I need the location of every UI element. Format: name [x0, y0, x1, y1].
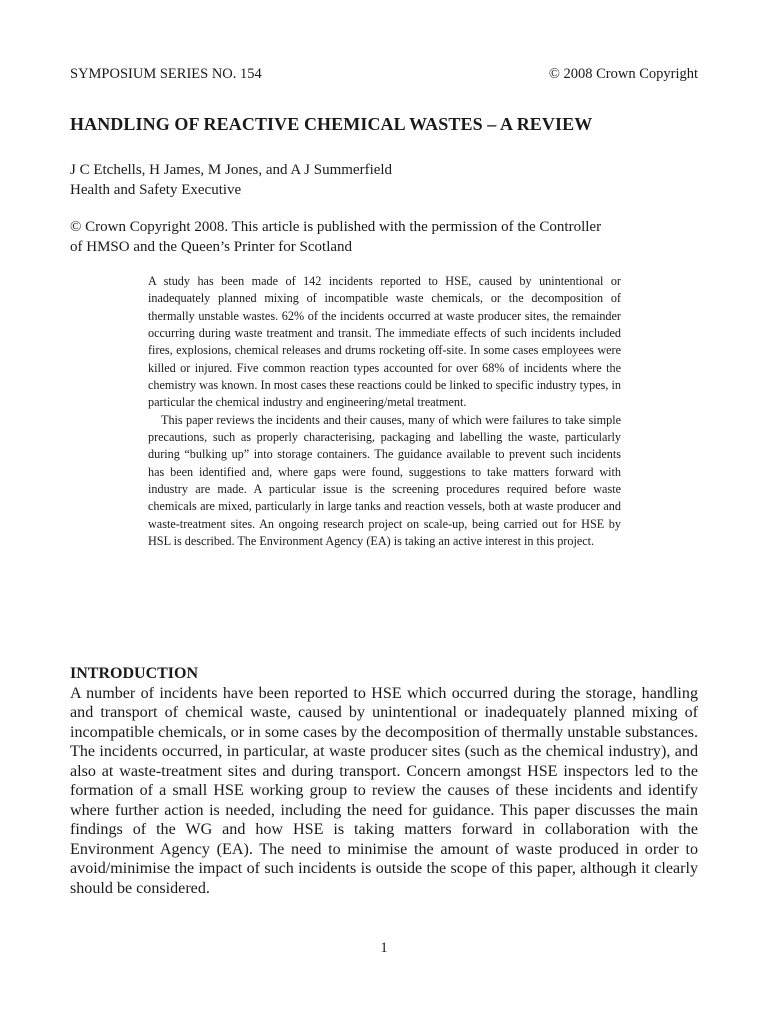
- permission-line-1: © Crown Copyright 2008. This article is published with the permission of the Controller: [70, 219, 602, 235]
- abstract: [148, 273, 621, 551]
- author-affiliation: Health and Safety Executive: [70, 181, 242, 198]
- permission-line-2: of HMSO and the Queen’s Printer for Scotland: [70, 238, 353, 255]
- abstract-paragraph-1: A study has been made of 142 incidents reported to HSE, caused by unintentional or inadequately planned mixing of incompatible waste chemicals, or the decomposition of thermally unstable wastes. 62% of the incidents occurred at waste producer sites, the remainder occurring during waste treatment and transit. The immediate effects of such incidents included fires, explosions, chemical releases and drums rocketing off-site. In some cases employees were killed or injured. Five common reaction types accounted for over 68% of incidents where the chemistry was known. In most cases these reactions could be linked to specific industry types, in particular the chemical industry and engineering/metal treatment.: [148, 274, 621, 410]
- author-block: [70, 161, 698, 200]
- page-number: 1: [380, 940, 388, 956]
- paper-title: HANDLING OF REACTIVE CHEMICAL WASTES – A REVIEW: [70, 114, 593, 134]
- introduction-heading: INTRODUCTION: [70, 665, 199, 682]
- copyright-label: © 2008 Crown Copyright: [548, 66, 698, 82]
- series-label: SYMPOSIUM SERIES NO. 154: [70, 66, 262, 82]
- introduction-body: A number of incidents have been reported to HSE which occurred during the storage, handling and transport of chemical waste, caused by unintentional or inadequately planned mixing of incompatible chemicals, or in some cases by the decomposition of thermally unstable substances. The incidents occurred, in particular, at waste producer sites (such as the chemical industry), and also at waste-treatment sites and during transport. Concern amongst HSE inspectors led to the formation of a small HSE working group to review the causes of these incidents and identify where further action is needed, including the need for guidance. This paper discusses the main findings of the WG and how HSE is taking matters forward in collaboration with the Environment Agency (EA). The need to minimise the amount of waste produced in order to avoid/minimise the impact of such incidents is outside the scope of this paper, although it clearly should be considered.: [70, 685, 698, 897]
- copyright-permission: [70, 218, 698, 257]
- author-names: J C Etchells, H James, M Jones, and A J Summerfield: [70, 162, 393, 178]
- abstract-paragraph-2: This paper reviews the incidents and their causes, many of which were failures to take simple precautions, such as properly characterising, packaging and labelling the waste, particularly during “bulking up” into storage containers. The guidance available to prevent such incidents has been identified and, where gaps were found, suggestions to take matters forward with industry are made. A particular issue is the screening procedures required before waste chemicals are mixed, particularly in large tanks and reaction vessels, both at waste producer and waste-treatment sites. An ongoing research project on scale-up, being carried out for HSE by HSL is described. The Environment Agency (EA) is taking an active interest in this project.: [148, 412, 621, 549]
